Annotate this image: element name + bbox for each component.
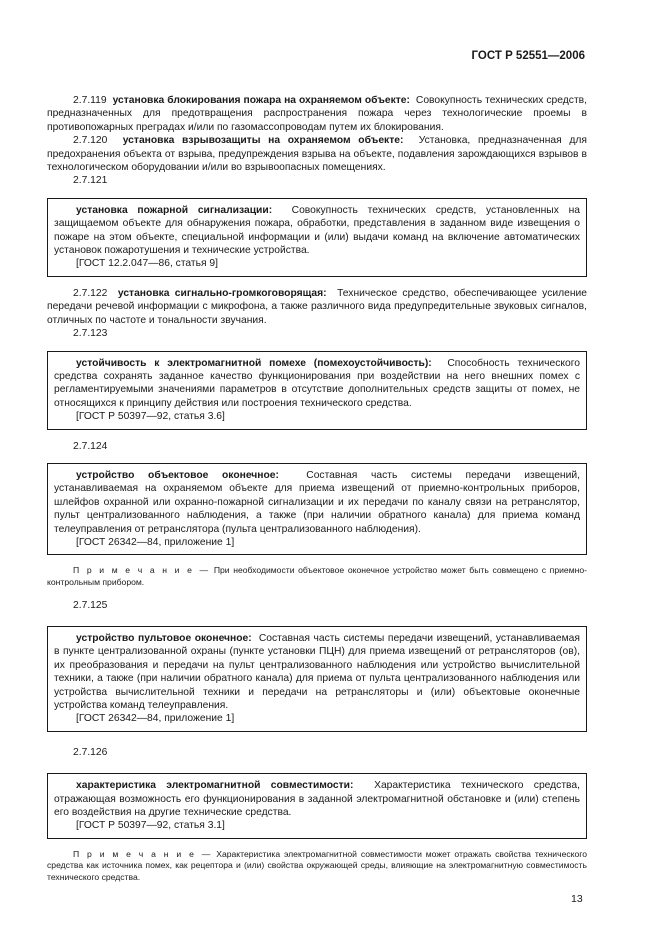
- document-id-header: ГОСТ Р 52551—2006: [471, 50, 585, 62]
- page-number: 13: [571, 893, 583, 905]
- entry-definition: Способность технического средства сохранять заданное качество функционирования при воздействии на него внешних помех с регламентируемыми значениями параметров в отсутствие дополнительных средств защиты от помех, не относящихся к принципу действия или построения технического средства.: [54, 357, 580, 409]
- source-reference: [ГОСТ Р 50397—92, статья 3.1]: [76, 820, 225, 832]
- note-text: При необходимости объектовое оконечное устройство может быть совмещено с приемно-контрольным прибором.: [47, 565, 587, 587]
- entry-number-2-7-121: 2.7.121: [73, 175, 108, 187]
- definition-box-2-7-123: [47, 351, 587, 430]
- entry-term: установка взрывозащиты на охраняемом объекте:: [122, 135, 404, 147]
- entry-number-2-7-123: 2.7.123: [73, 328, 108, 340]
- definition-box-2-7-124: [47, 463, 587, 555]
- entry-number: 2.7.119: [73, 95, 107, 106]
- entry-term: установка пожарной сигнализации:: [76, 204, 273, 216]
- entry-definition: Техническое средство, обеспечивающее усиление передачи речевой информации с микрофона, а также различного вида предупредительные звуковых сигналов, отличных по частоте и тональности звучания.: [47, 287, 587, 326]
- note-2-7-124: [47, 565, 587, 588]
- definition-box-2-7-121: [47, 198, 587, 277]
- source-reference: [ГОСТ Р 50397—92, статья 3.6]: [76, 411, 225, 423]
- source-reference: [ГОСТ 26342—84, приложение 1]: [76, 713, 235, 725]
- entry-number-2-7-125: 2.7.125: [73, 599, 108, 611]
- source-reference: [ГОСТ 26342—84, приложение 1]: [76, 536, 235, 548]
- entry-number-2-7-124: 2.7.124: [73, 440, 108, 452]
- entry-number: 2.7.120: [73, 135, 108, 147]
- entry-number: 2.7.122: [73, 287, 108, 299]
- entry-term: устройство объектовое оконечное:: [76, 469, 279, 481]
- entry-term: характеристика электромагнитной совместимости:: [76, 780, 354, 792]
- entry-term: установка блокирования пожара на охраняемом объекте:: [112, 95, 410, 106]
- entry-2-7-120: [47, 134, 587, 174]
- source-reference: [ГОСТ 12.2.047—86, статья 9]: [76, 258, 219, 270]
- document-body: [47, 94, 587, 884]
- note-label: П р и м е ч а н и е —: [73, 565, 211, 576]
- entry-2-7-119: [47, 94, 587, 134]
- entry-definition: Совокупность технических средств, предназначенных для предотвращения распространения пожара через технологические проемы в противопожарных преградах и/или по газомассопроводам путем их блокирования.: [47, 95, 587, 133]
- note-label: П р и м е ч а н и е —: [73, 848, 213, 859]
- note-2-7-126: [47, 849, 587, 884]
- entry-term: установка сигнально-громкоговорящая:: [117, 287, 327, 299]
- entry-definition: Совокупность технических средств, установленных на защищаемом объекте для обнаружения пожара, обработки, представления в заданном виде извещения о пожаре на этом объекте, специальной информации и (или) выдачи команд на включение автоматических установок пожаротушения и технические устройства.: [54, 204, 580, 257]
- definition-box-2-7-125: [47, 626, 587, 732]
- entry-definition: Составная часть системы передачи извещений, устанавливаемая на охраняемом объекте для приема извещений от приемно-контрольных приборов, шлейфов охранной или охранно-пожарной сигнализации и их передачи по каналу связи на ретранслятор, пульт централизованного наблюдения, а также (при наличии обратного канала) для приема команд телеуправления от ретранслятора (пульта централизованного наблюдения).: [54, 469, 580, 535]
- entry-definition: Характеристика технического средства, отражающая возможность его функционирования в заданной электромагнитной обстановке и (или) степень его воздействия на другие технические средства.: [54, 780, 580, 819]
- entry-definition: Составная часть системы передачи извещений, устанавливаемая в пункте централизованной охраны (пункте установки ПЦН) для приема извещений от ретрансляторов (ов), их преобразования и передачи на пульт централизованного наблюдения или устройство вычислительной техники, а также (при наличии обратного канала) для приема от пульта централизованного наблюдения или устройства вычислительной техники и передачи на ретрансляторы и (или) объектовые оконечные устройства команд телеуправления.: [54, 632, 580, 711]
- entry-2-7-122: [47, 287, 587, 327]
- definition-box-2-7-126: [47, 773, 587, 839]
- note-text: Характеристика электромагнитной совместимости может отражать свойства технического средства как источника помех, как рецептора и (или) свойства окружающей среды, влияющие на электромагнитную совместимость технического средства.: [47, 848, 588, 883]
- entry-term: устойчивость к электромагнитной помехе (помехоустойчивость):: [76, 357, 432, 369]
- entry-term: устройство пультовое оконечное:: [76, 632, 252, 644]
- entry-number-2-7-126: 2.7.126: [73, 746, 108, 758]
- entry-definition: Установка, предназначенная для предохранения объекта от взрыва, предупреждения взрыва на объекте, подавления зарождающихся взрывов в технологическом оборудовании и/или во взрывоопасных помещениях.: [47, 135, 587, 174]
